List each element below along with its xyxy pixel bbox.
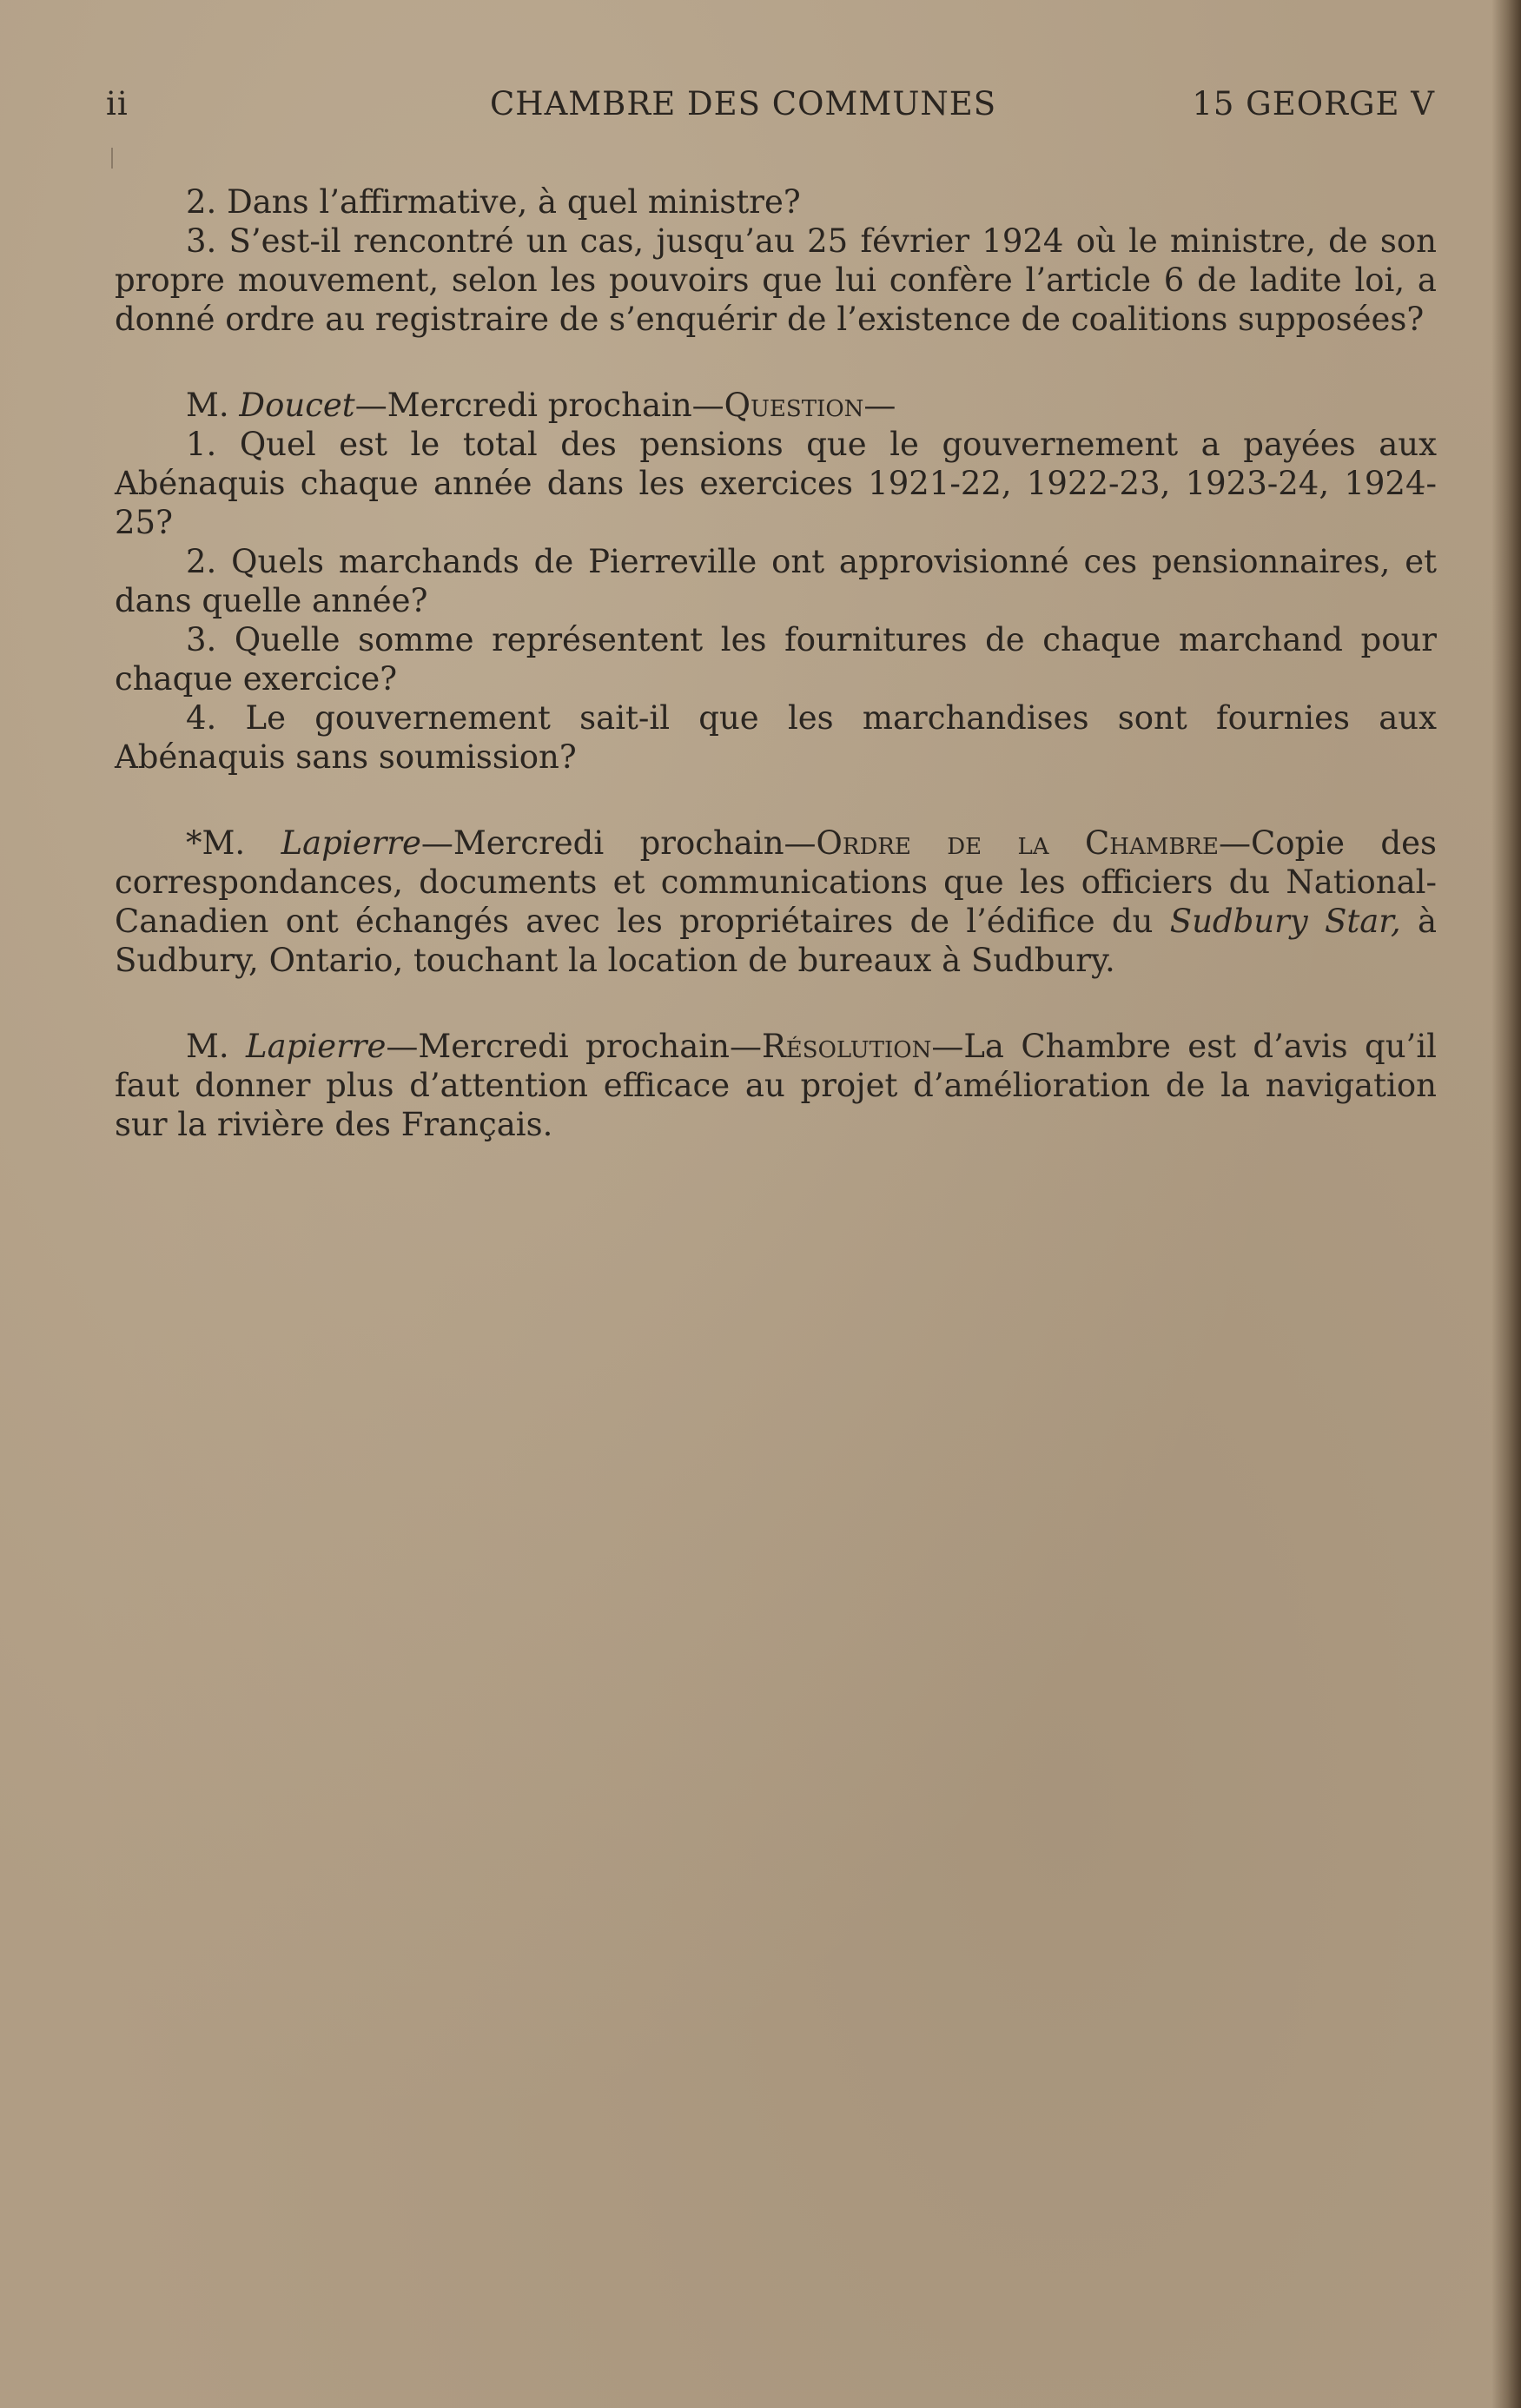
question-item-3: 3. S’est-il rencontré un cas, jusqu’au 25 février 1924 où le ministre, de son propre mouvement, selon les pouvoirs que lui confère l’article 6 de ladite loi, a donné ordre au registraire de s’enquérir de l’existence de coalitions supposées? bbox=[115, 222, 1437, 338]
member-name: Lapierre bbox=[281, 824, 421, 862]
doucet-question-1: 1. Quel est le total des pensions que le gouvernement a payées aux Abénaquis chaque année dans les exercices 1921-22, 1922-23, 1923-24, 1924-25? bbox=[115, 426, 1437, 541]
notice-prefix: M. bbox=[186, 1028, 247, 1065]
newspaper-name: Sudbury Star, bbox=[1169, 903, 1401, 940]
notice-when: —Mercredi prochain— bbox=[386, 1028, 762, 1065]
notice-when: —Mercredi prochain— bbox=[420, 824, 817, 862]
notice-prefix: *M. bbox=[186, 824, 281, 862]
member-name: Doucet bbox=[239, 387, 355, 424]
question-item-2: 2. Dans l’affirmative, à quel ministre? bbox=[186, 183, 801, 221]
notice-text: —La Chambre est d’avis qu’il faut donner plus d’attention efficace au projet d’amélioration de la navigation sur la rivière des Français. bbox=[115, 1028, 1437, 1143]
notice-lapierre-resolution bbox=[115, 1027, 1437, 1144]
doucet-question-2: 2. Quels marchands de Pierreville ont approvisionné ces pensionnaires, et dans quelle année? bbox=[115, 543, 1437, 619]
document-body bbox=[115, 182, 1437, 1144]
doucet-question-4: 4. Le gouvernement sait-il que les marchandises sont fournies aux Abénaquis sans soumission? bbox=[115, 699, 1437, 776]
notice-when: —Mercredi prochain— bbox=[354, 387, 724, 424]
page-edge-shadow bbox=[1491, 0, 1521, 2408]
margin-mark bbox=[111, 148, 113, 169]
page-number: ii bbox=[106, 85, 129, 122]
notice-text-end: à Sudbury, Ontario, touchant la location de bureaux à Sudbury. bbox=[115, 903, 1437, 979]
notice-end: — bbox=[863, 387, 896, 424]
notice-text: —Copie des correspondances, documents et communications que les officiers du National-Canadien ont échangés avec les propriétaires de l’édifice du bbox=[115, 824, 1437, 940]
notice-doucet bbox=[115, 386, 1437, 425]
notice-type: Ordre de la Chambre bbox=[816, 824, 1219, 862]
notice-prefix: M. bbox=[186, 387, 240, 424]
doucet-question-3: 3. Quelle somme représentent les fournitures de chaque marchand pour chaque exercice? bbox=[115, 621, 1437, 698]
notice-type: Résolution bbox=[761, 1028, 932, 1065]
notice-lapierre-order bbox=[115, 824, 1437, 980]
notice-type: Question bbox=[724, 387, 864, 424]
chamber-title: CHAMBRE DES COMMUNES bbox=[490, 85, 997, 122]
reign-year: 15 GEORGE V bbox=[1192, 85, 1435, 122]
running-header bbox=[106, 85, 1435, 129]
member-name: Lapierre bbox=[246, 1028, 387, 1065]
